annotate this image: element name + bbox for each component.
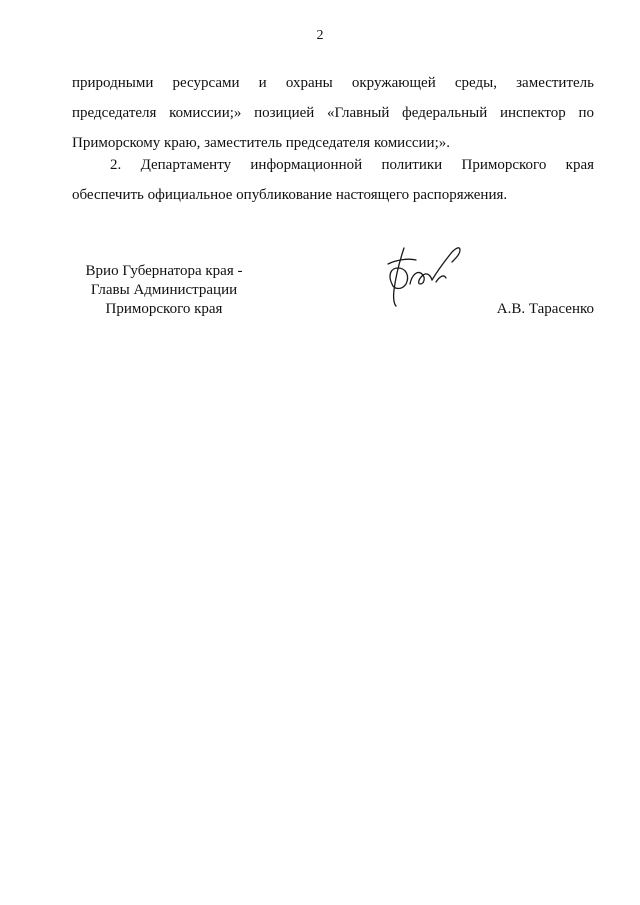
signatory-position-line: Главы Администрации — [90, 282, 238, 298]
paragraph-item-2 — [72, 150, 594, 210]
page-number: 2 — [316, 28, 324, 43]
signatory-position — [72, 262, 256, 319]
paragraph-line: 2. Департаменту информационной политики Приморского края — [110, 157, 594, 173]
paragraph-line: Приморскому краю, заместитель председателя комиссии;». — [72, 135, 450, 151]
signatory-position-line: Приморского края — [105, 301, 223, 317]
paragraph-line: председателя комиссии;» позицией «Главный федеральный инспектор по — [72, 105, 594, 121]
signatory-position-line: Врио Губернатора края - — [85, 263, 243, 279]
paragraph-line: природными ресурсами и охраны окружающей среды, заместитель — [72, 75, 594, 91]
paragraph-line: обеспечить официальное опубликование настоящего распоряжения. — [72, 187, 508, 203]
signer-name: А.В. Тарасенко — [496, 301, 594, 317]
paragraph-continuation — [72, 68, 594, 158]
handwritten-signature — [382, 240, 464, 310]
